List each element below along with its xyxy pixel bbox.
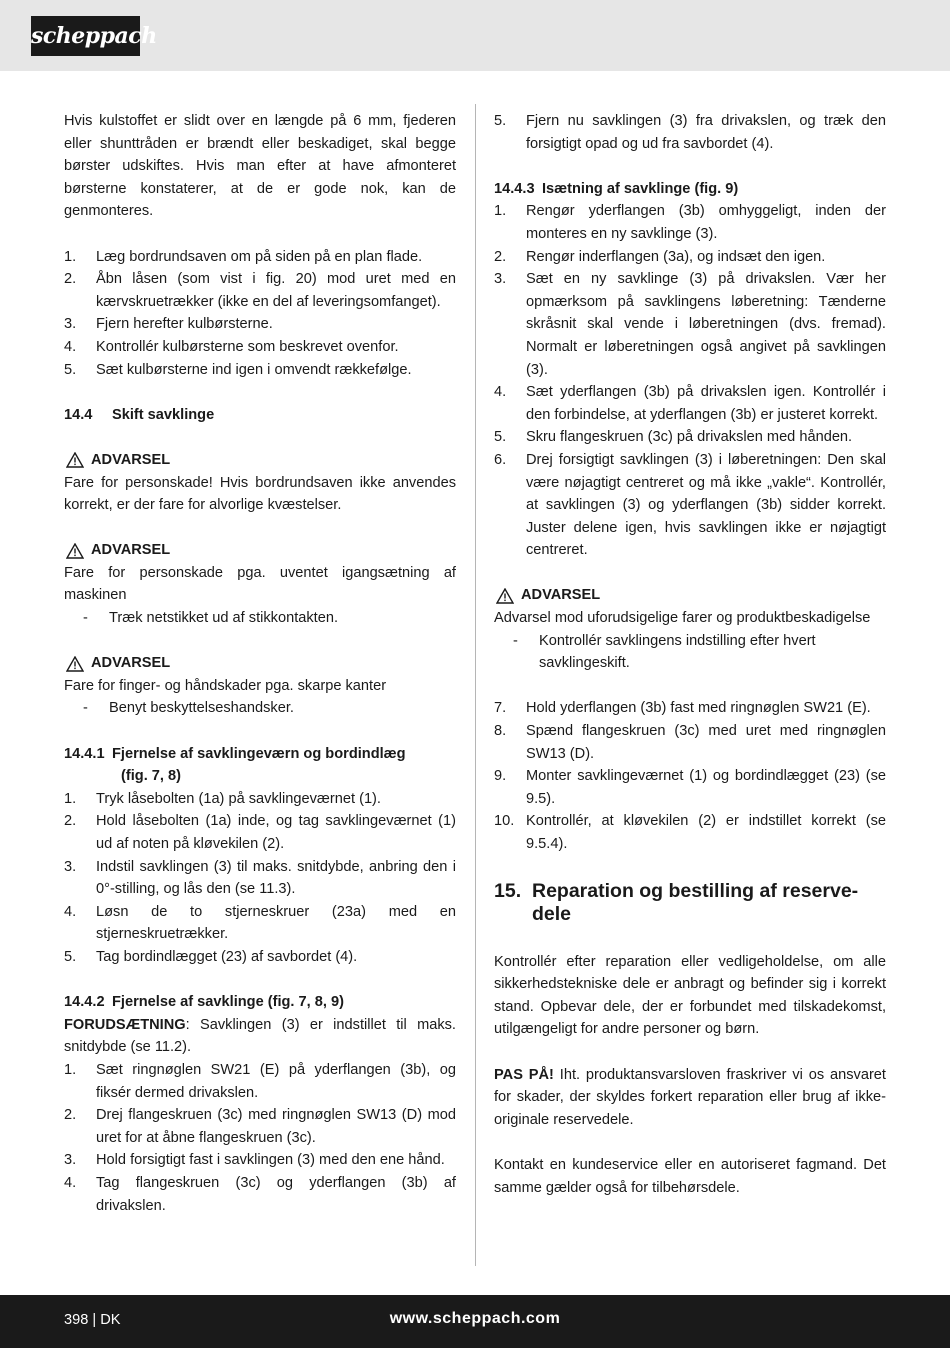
steps-14-4-2 [64,1059,456,1217]
steps-14-4-2-cont [494,110,886,155]
warning-list [64,607,456,630]
list-item: 5. Fjern nu savklingen (3) fra drivakslen, og træk den forsigtigt opad og ud fra savbordet (4). [494,113,886,152]
list-item: 5. Tag bordindlægget (23) af savbordet (4). [64,948,358,965]
list-item: 8. Spænd flangeskruen (3c) med uret med ringnøglen SW13 (D). [494,723,886,762]
brush-intro: Hvis kulstoffet er slidt over en længde på 6 mm, fjederen eller shunttråden er brændt eller beskadiget, skal begge børster udskiftes. Hvis man efter at have afmonteret børsterne konstaterer, at de er gode nok, kan de genmonteres. [64,113,456,220]
list-item: 2. Drej flangeskruen (3c) med ringnøglen SW13 (D) mod uret for at åbne flangeskruen (3c). [64,1107,456,1146]
warning-triangle-icon [66,543,84,559]
heading-14-4-1-cont: (fig. 7, 8) [121,768,181,785]
list-item: 1. Tryk låsebolten (1a) på savklingeværnet (1). [64,790,381,807]
section-15-paragraph: Kontrollér efter reparation eller vedligeholdelse, om alle sikkerhedstekniske dele er anbragt og befinder sig i korrekt stand. Opbevar dele, der er forbundet med tilskadekomst, utilgængeligt for andre personer og børn. [494,953,886,1038]
scheppach-logo: scheppach [31,16,140,56]
steps-14-4-3-cont [494,697,886,855]
list-item: 5. Sæt kulbørsterne ind igen i omvendt rækkefølge. [64,361,412,378]
list-item: 4. Løsn de to stjerneskruer (23a) med en stjerneskruetrækker. [64,903,456,943]
warning-heading: ADVARSEL [64,652,456,675]
warning-text: Fare for finger- og håndskader pga. skarpe kanter [64,677,387,694]
list-item: 7. Hold yderflangen (3b) fast med ringnøglen SW21 (E). [494,700,871,717]
list-item: 2. Åbn låsen (som vist i fig. 20) mod uret med en kærvskruetrækker (ikke en del af leveringsomfanget). [64,271,456,310]
list-item: 1. Rengør yderflangen (3b) omhyggeligt, inden der monteres en ny savklinge (3). [494,203,886,242]
list-item: - Kontrollér savklingens indstilling efter hvert savklingeskift. [513,632,816,672]
warning-list [494,630,886,675]
heading-15: 15. Reparation og bestilling af reserve- dele [494,879,859,925]
heading-14-4-2: 14.4.2 Fjernelse af savklinge (fig. 7, 8, 9) [64,994,344,1011]
list-item: 2. Hold låsebolten (1a) inde, og tag savklingeværnet (1) ud af noten på kløvekilen (2). [64,813,456,852]
list-item: 10. Kontrollér, at kløvekilen (2) er indstillet korrekt (se 9.5.4). [494,813,886,852]
warning-heading: ADVARSEL [64,539,456,562]
list-item: 3. Fjern herefter kulbørsterne. [64,316,273,333]
section-15-contact: Kontakt en kundeservice eller en autoriseret fagmand. Det samme gælder også for tilbehørsdele. [494,1156,886,1196]
heading-14-4-3: 14.4.3 Isætning af savklinge (fig. 9) [494,180,739,197]
brush-steps-list [64,246,456,382]
list-item: 4. Tag flangeskruen (3c) og yderflangen (3b) af drivakslen. [64,1174,456,1214]
list-item: 1. Læg bordrundsaven om på siden på en plan flade. [64,248,423,265]
section-15-notice: PAS PÅ! Iht. produktansvarsloven fraskriver vi os ansvaret for skader, der skyldes forkert reparation eller brug af ikke-originale reservedele. [494,1066,886,1128]
list-item: 3. Indstil savklingen (3) til maks. snitdybde, anbring den i 0°-stilling, og lås den (se 11.3). [64,858,456,898]
list-item: 5. Skru flangeskruen (3c) på drivakslen med hånden. [494,429,853,446]
warning-triangle-icon [496,588,514,604]
list-item: 9. Monter savklingeværnet (1) og bordindlægget (23) (se 9.5). [494,768,886,807]
list-item: 2. Rengør inderflangen (3a), og indsæt den igen. [494,248,826,265]
warning-text: Advarsel mod uforudsigelige farer og produktbeskadigelse [494,610,871,627]
warning-text: Fare for personskade pga. uventet igangsætning af maskinen [64,564,456,604]
page-header [0,0,950,71]
steps-14-4-1 [64,788,456,969]
left-column [64,110,456,1217]
prerequisite: FORUDSÆTNING: Savklingen (3) er indstillet til maks. snitdybde (se 11.2). [64,1016,456,1056]
warning-text: Fare for personskade! Hvis bordrundsaven ikke anvendes korrekt, er der fare for alvorlige kvæstelser. [64,474,456,514]
heading-14-4-1: 14.4.1 Fjernelse af savklingeværn og bordindlæg [64,745,406,762]
column-divider [475,104,476,1266]
list-item: - Benyt beskyttelseshandsker. [83,700,294,717]
warning-triangle-icon [66,452,84,468]
list-item: 6. Drej forsigtigt savklingen (3) i løberetningen: Den skal være nøjagtigt centreret og må ikke „vakle“. Kontrollér, at savklingen (3) og yderflangen (3b) sidder korrekt. Juster delene igen, hvis savklingen ikke er nøjagtigt centreret. [494,451,886,559]
list-item: 4. Sæt yderflangen (3b) på drivakslen igen. Kontrollér i den forbindelse, at yderflangen (3b) er justeret korrekt. [494,384,886,423]
list-item: 1. Sæt ringnøglen SW21 (E) på yderflangen (3b), og fiksér dermed drivakslen. [64,1061,456,1101]
steps-14-4-3 [494,200,886,562]
list-item: - Træk netstikket ud af stikkontakten. [83,610,339,627]
page-number: 398 | DK [64,1312,121,1328]
list-item: 4. Kontrollér kulbørsterne som beskrevet ovenfor. [64,338,399,355]
warning-heading: ADVARSEL [64,449,456,472]
heading-14-4: 14.4 Skift savklinge [64,406,215,423]
list-item: 3. Hold forsigtigt fast i savklingen (3) med den ene hånd. [64,1152,445,1169]
website-link: www.scheppach.com [389,1310,561,1327]
warning-triangle-icon [66,656,84,672]
warning-list [64,697,456,720]
warning-heading: ADVARSEL [494,584,886,607]
list-item: 3. Sæt en ny savklinge (3) på drivakslen. Vær her opmærksom på savklingens løberetning: Tænderne skråsnit skal vende i løberetningen (dvs. fremad). Normalt er løberetningen også angivet på savklingen (3). [494,271,886,378]
page-footer [0,1295,950,1348]
right-column [494,110,886,1199]
